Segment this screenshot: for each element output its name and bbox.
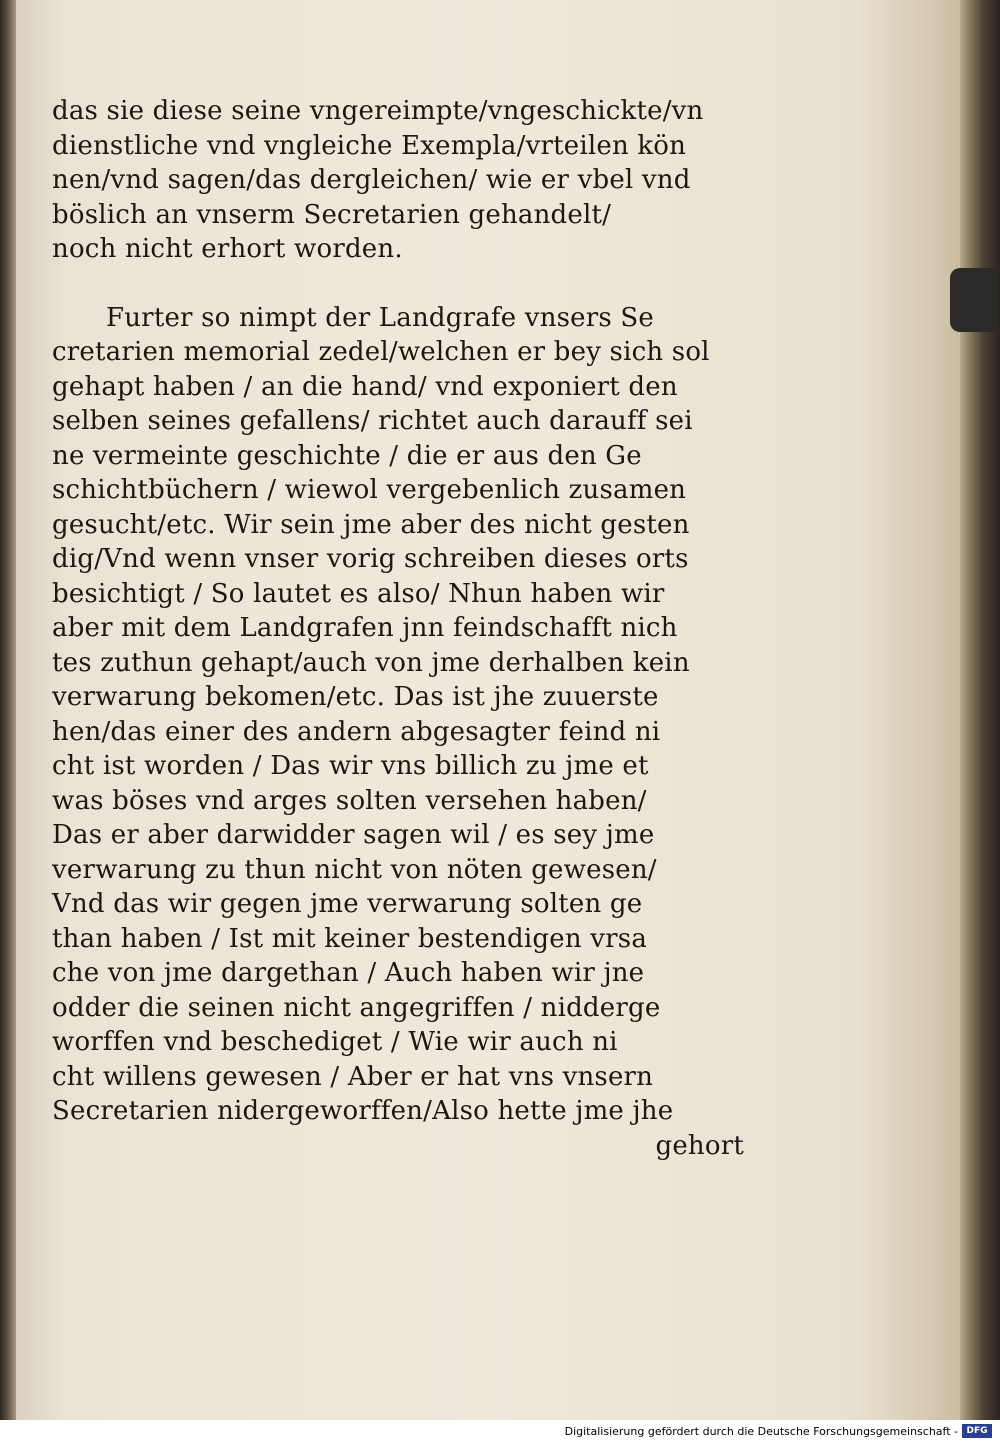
text-line: noch nicht erhort worden. [52, 234, 403, 264]
text-line: das sie diese seine vngereimpte/vngeschickte/vn [52, 96, 704, 126]
text-line: ne vermeinte geschichte / die er aus den Ge [52, 440, 642, 471]
text-line: cht ist worden / Das wir vns billich zu jme et [52, 751, 649, 781]
text-line: tes zuthun gehapt/auch von jme derhalben kein [52, 647, 690, 678]
text-line: gesucht/etc. Wir sein jme aber des nicht gesten [52, 509, 690, 540]
text-line: verwarung zu thun nicht von nöten gewesen/ [52, 854, 657, 885]
footer-bar [0, 1420, 1000, 1444]
text-line: nen/vnd sagen/das dergleichen/ wie er vbel vnd [52, 165, 691, 195]
text-line: than haben / Ist mit keiner bestendigen vrsa [52, 923, 648, 954]
paragraph-2 [52, 301, 752, 1129]
funding-notice: Digitalisierung gefördert durch die Deutsche Forschungsgemeinschaft - [564, 1425, 958, 1438]
text-line: schichtbüchern / wiewol vergebenlich zusamen [52, 475, 687, 505]
text-line: Secretarien nidergeworffen/Also hette jme jhe [52, 1096, 674, 1126]
paragraph-gap [52, 267, 752, 301]
text-line: gehapt haben / an die hand/ vnd exponiert den [52, 371, 678, 402]
text-line: dig/Vnd wenn vnser vorig schreiben dieses orts [52, 544, 689, 574]
text-line: hen/das einer des andern abgesagter feind ni [52, 716, 661, 747]
text-line: worffen vnd beschediget / Wie wir auch ni [52, 1027, 618, 1057]
book-edge-right [960, 0, 1000, 1420]
text-line: Das er aber darwidder sagen wil / es sey jme [52, 820, 655, 850]
book-clasp [950, 268, 998, 332]
text-line: odder die seinen nicht angegriffen / nidderge [52, 992, 661, 1023]
text-line: dienstliche vnd vngleiche Exempla/vrteilen kön [52, 130, 687, 161]
text-line: böslich an vnserm Secretarien gehandelt/ [52, 199, 612, 230]
text-line: cht willens gewesen / Aber er hat vns vnsern [52, 1061, 654, 1092]
binding-edge-left [0, 0, 16, 1420]
text-line: che von jme dargethan / Auch haben wir jne [52, 958, 645, 988]
text-line: Furter so nimpt der Landgrafe vnsers Se [106, 302, 654, 333]
text-line: cretarien memorial zedel/welchen er bey sich sol [52, 337, 710, 367]
text-line: aber mit dem Landgrafen jnn feindschafft nich [52, 613, 678, 643]
page-text [52, 94, 752, 1163]
text-line: besichtigt / So lautet es also/ Nhun haben wir [52, 578, 665, 609]
text-line: Vnd das wir gegen jme verwarung solten ge [52, 889, 643, 919]
paragraph-1 [52, 94, 752, 267]
text-line: selben seines gefallens/ richtet auch darauff sei [52, 406, 693, 436]
dfg-logo-icon: DFG [962, 1424, 992, 1438]
text-line: verwarung bekomen/etc. Das ist jhe zuuerste [52, 682, 659, 712]
catchword: gehort [655, 1130, 744, 1161]
text-line: was böses vnd arges solten versehen haben/ [52, 785, 647, 816]
